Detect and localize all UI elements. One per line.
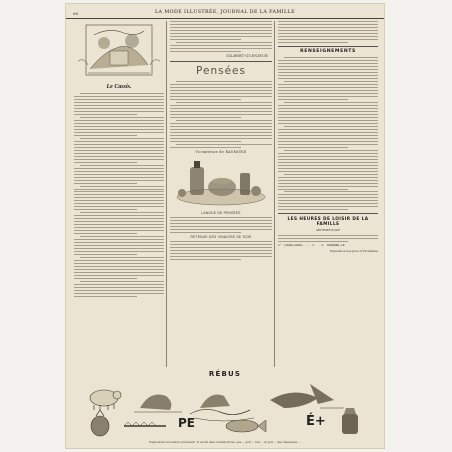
illustration-caption: LANGUE DE PENSÉES — [201, 210, 241, 215]
formula-right: 1. THÉRÈSE-LE — [321, 243, 345, 247]
pineapple-icon — [91, 410, 109, 436]
column-divider — [166, 21, 167, 367]
fish-icon — [226, 420, 266, 432]
rebus-caption: Explications du numéro précédent : Il est dit dans certains livres, que ... qu'il ... fois ... et qu'il ... des chaussures ... — [149, 441, 301, 444]
column-divider — [274, 21, 275, 367]
rebus-puzzle — [74, 378, 376, 440]
section-title: Le Cassis. — [106, 84, 132, 90]
leisure-signature: Explication des Jeux et Problèmes — [329, 248, 378, 253]
pensees-heading: Pensées — [196, 65, 246, 78]
saw-icon — [124, 422, 166, 426]
formula-left: 1° (1000+1000+ ... 1 — [278, 243, 315, 247]
divider — [278, 46, 378, 47]
column-left — [74, 21, 164, 299]
divider — [170, 61, 272, 62]
page-header — [66, 8, 384, 19]
pig-icon — [90, 390, 121, 410]
recipe-title: RETENUE DES VINAIGRE DE SOIE — [190, 234, 252, 239]
hand-icon — [134, 395, 182, 413]
leisure-body — [278, 235, 378, 242]
renseignements-body — [278, 57, 378, 210]
kitchen-illustration — [170, 157, 272, 209]
pensees-body — [170, 81, 272, 147]
page-number: 68 — [73, 11, 79, 16]
renseignements-heading: RENSEIGNEMENTS — [300, 49, 356, 55]
rebus-heading: RÉBUS — [208, 370, 242, 378]
column-middle — [170, 21, 272, 262]
leisure-subtitle: ARITHMÉTIQUE — [315, 227, 341, 232]
caption-body — [170, 217, 272, 233]
rebus-letters-e: É+ — [306, 414, 326, 429]
newspaper-page — [66, 4, 384, 448]
article-body — [74, 93, 164, 297]
pot-icon — [342, 408, 358, 434]
column-right — [278, 21, 378, 253]
leisure-title: LES HEURES DE LOISIR DE LA FAMILLE — [287, 216, 369, 227]
divider — [278, 213, 378, 214]
rebus-letters-pe: PE — [178, 416, 195, 430]
engraving-illustration — [74, 21, 164, 81]
pensees-signature: Vicomtesse de RAYMOND — [195, 149, 247, 154]
journal-title: LA MODE ILLUSTRÉE, JOURNAL DE LA FAMILLE — [154, 10, 296, 15]
sea-scene-icon — [190, 395, 254, 422]
recipe-body — [170, 241, 272, 260]
arithmetic-formula — [278, 244, 378, 247]
article-body — [278, 21, 378, 43]
article-body — [170, 21, 272, 52]
boat-icon — [270, 384, 344, 408]
author-signature: GILBERT-GUENIEUR — [226, 53, 268, 58]
